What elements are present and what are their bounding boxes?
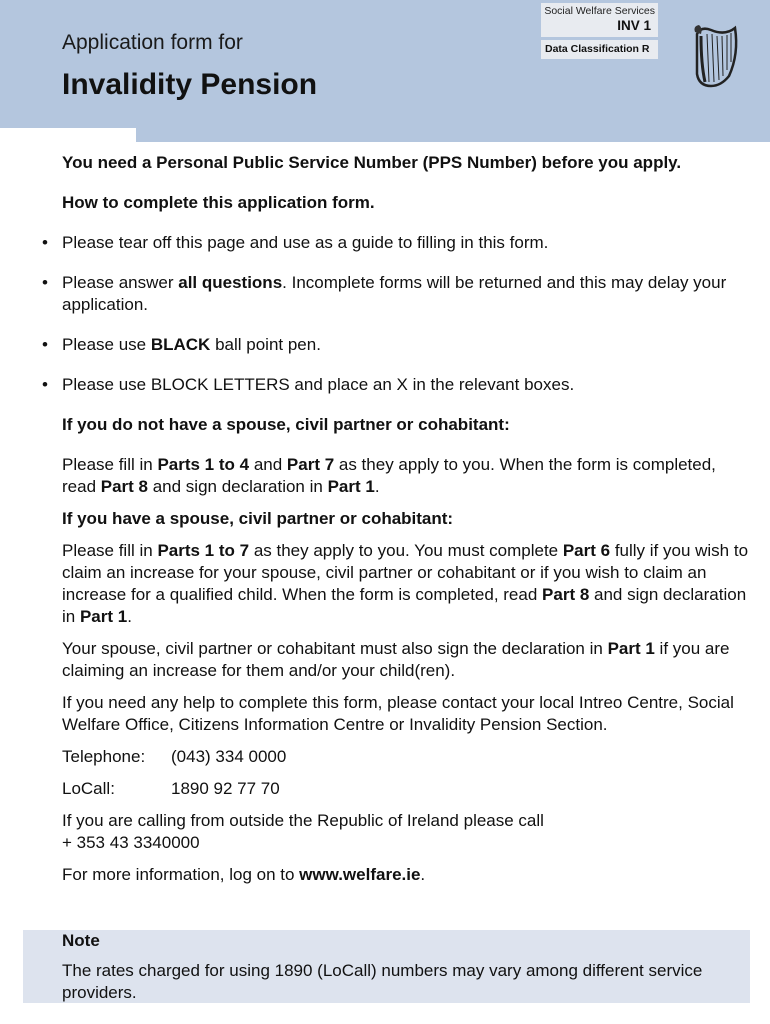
form-title: Invalidity Pension [62, 68, 318, 101]
instructions [42, 152, 752, 886]
help-text: If you need any help to complete this form, please contact your local Intreo Centre, Social Welfare Office, Citizens Information Centre or Invalidity Pension Section. [62, 693, 734, 734]
how-to-heading: How to complete this application form. [62, 193, 375, 212]
harp-emblem-icon [691, 24, 743, 90]
note-title: Note [62, 931, 100, 950]
telephone-number: (043) 334 0000 [171, 747, 287, 766]
telephone-row [62, 746, 752, 768]
form-code-box [541, 3, 658, 59]
no-spouse-heading: If you do not have a spouse, civil partner or cohabitant: [62, 415, 510, 434]
no-spouse-text: Please fill in Parts 1 to 4 and Part 7 as they apply to you. When the form is completed, read Part 8 and sign declaration in Part 1. [62, 455, 716, 496]
list-item: • Please tear off this page and use as a guide to filling in this form. [42, 233, 549, 252]
locall-label: LoCall: [62, 779, 115, 798]
website-link[interactable]: www.welfare.ie [299, 865, 421, 884]
abroad-text: If you are calling from outside the Republic of Ireland please call [62, 811, 544, 830]
note-box [23, 930, 750, 1003]
data-classification: Data Classification R [541, 40, 658, 59]
note-text: The rates charged for using 1890 (LoCall) numbers may vary among different service providers. [62, 961, 703, 1002]
service-name: Social Welfare Services [544, 5, 655, 17]
partner-sign-text: Your spouse, civil partner or cohabitant must also sign the declaration in Part 1 if you are claiming an increase for them and/or your child(ren). [62, 639, 730, 680]
spouse-text: Please fill in Parts 1 to 7 as they apply to you. You must complete Part 6 fully if you wish to claim an increase for your spouse, civil partner or cohabitant or if you wish to claim an increase for a qualified child. When the form is completed, read Part 8 and sign declaration in Part 1. [62, 541, 749, 626]
form-code: INV 1 [617, 18, 651, 33]
header-strip [136, 128, 770, 142]
locall-number: 1890 92 77 70 [171, 779, 280, 798]
abroad-number: + 353 43 3340000 [62, 833, 200, 852]
form-subtitle: Application form for [62, 31, 243, 54]
locall-row [62, 778, 752, 800]
list-item: • Please use BLACK ball point pen. [42, 335, 321, 354]
list-item: • Please use BLOCK LETTERS and place an X in the relevant boxes. [42, 375, 575, 394]
list-item: • Please answer all questions. Incomplete forms will be returned and this may delay your application. [42, 273, 727, 314]
pps-notice: You need a Personal Public Service Number (PPS Number) before you apply. [62, 153, 682, 172]
spouse-heading: If you have a spouse, civil partner or cohabitant: [62, 509, 454, 528]
telephone-label: Telephone: [62, 747, 146, 766]
more-info-text: For more information, log on to www.welfare.ie. [62, 865, 426, 884]
